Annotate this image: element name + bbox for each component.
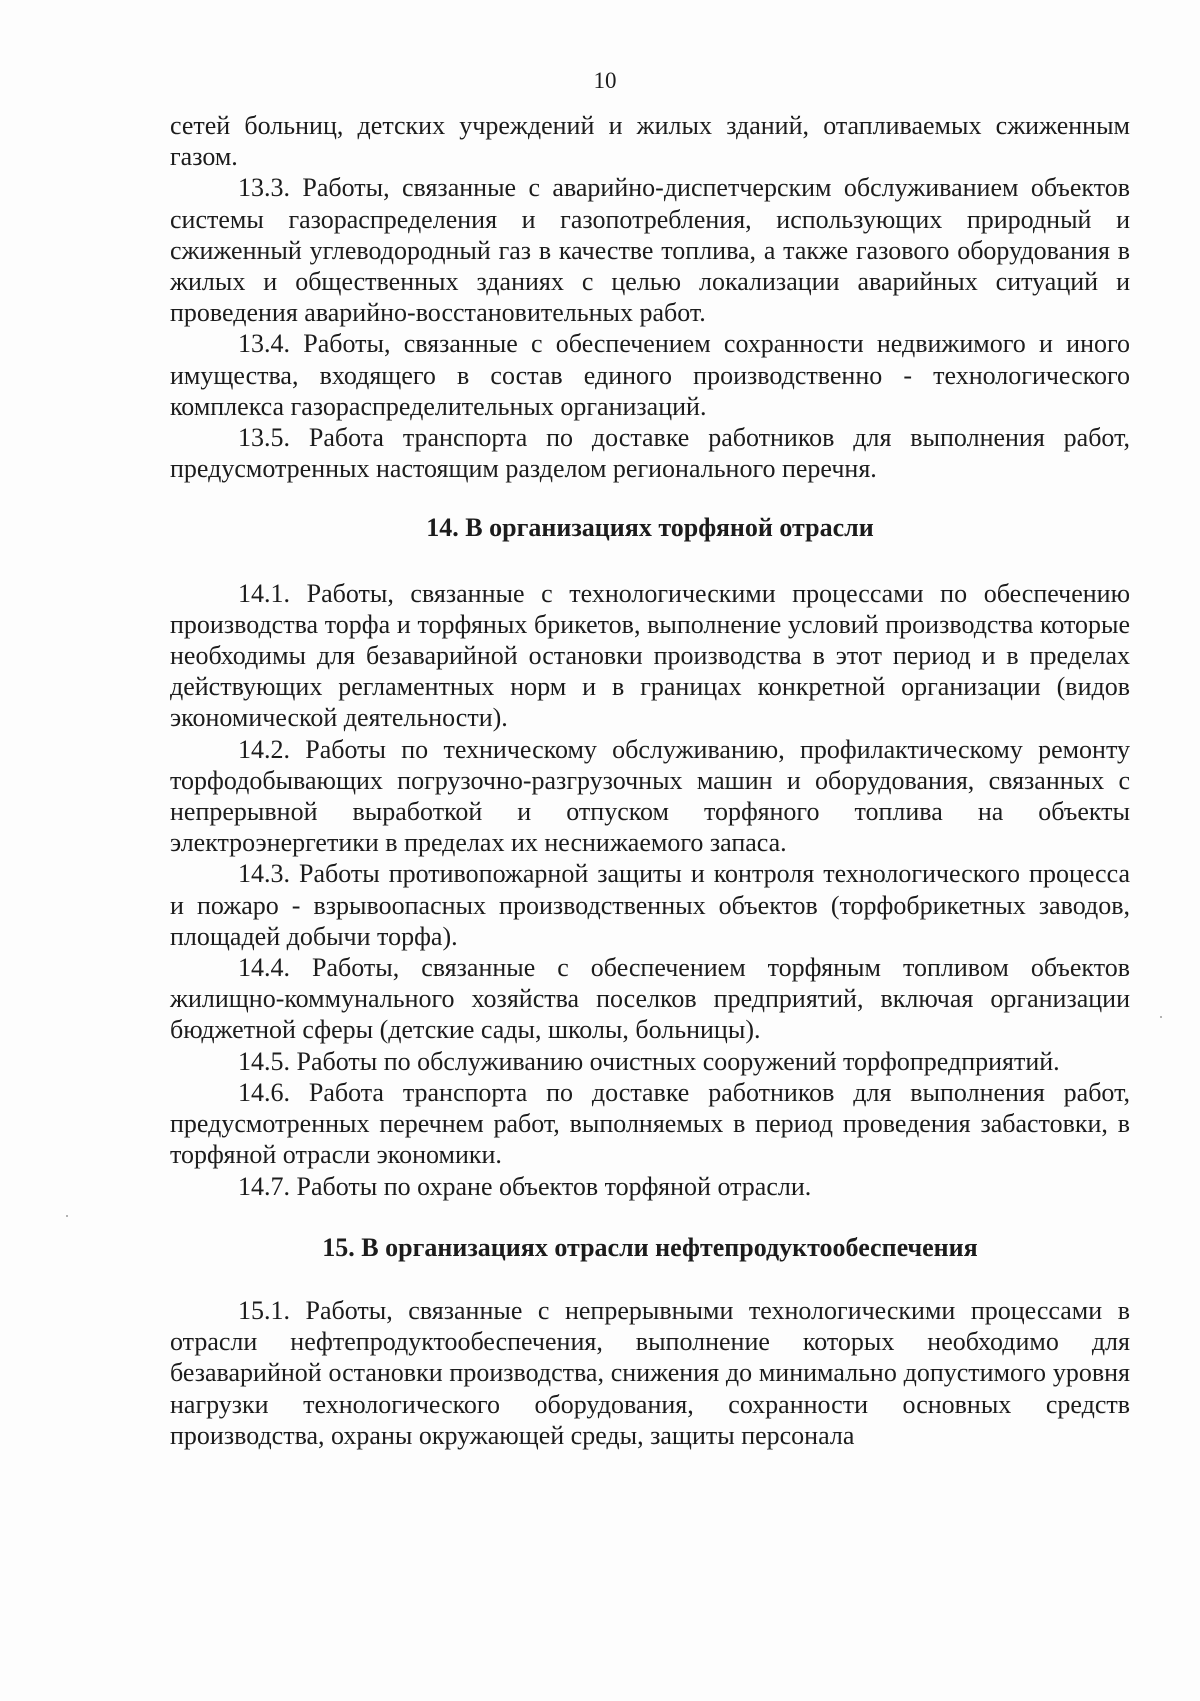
section-15-heading: 15. В организациях отрасли нефтепродуктообеспечения — [322, 1232, 978, 1262]
paragraph-13-3: 13.3. Работы, связанные с аварийно-диспетчерским обслуживанием объектов системы газораспределения и газопотребления, использующих природный и сжиженный углеводородный газ в качестве топлива, а также газового оборудования в жилых и общественных зданиях с целью локализации аварийных ситуаций и проведения аварийно-восстановительных работ. — [170, 173, 1130, 328]
scan-speck — [1160, 1016, 1162, 1018]
paragraph-13-4: 13.4. Работы, связанные с обеспечением сохранности недвижимого и иного имущества, входящего в состав единого производственно - технологического комплекса газораспределительных организаций. — [170, 329, 1130, 421]
paragraph-14-3: 14.3. Работы противопожарной защиты и контроля технологического процесса и пожаро - взрывоопасных производственных объектов (торфобрикетных заводов, площадей добычи торфа). — [170, 859, 1130, 951]
paragraph-14-5: 14.5. Работы по обслуживанию очистных сооружений торфопредприятий. — [238, 1046, 1060, 1076]
paragraph-13-5: 13.5. Работа транспорта по доставке работников для выполнения работ, предусмотренных настоящим разделом регионального перечня. — [170, 423, 1130, 484]
page-number: 10 — [593, 68, 617, 93]
scan-speck — [66, 1215, 68, 1217]
paragraph-continuation: сетей больниц, детских учреждений и жилых зданий, отапливаемых сжиженным газом. — [170, 111, 1130, 172]
paragraph-14-1: 14.1. Работы, связанные с технологическими процессами по обеспечению производства торфа и торфяных брикетов, выполнение условий производства которые необходимы для безаварийной остановки производства в этот период и в пределах действующих регламентных норм и в границах конкретной организации (видов экономической деятельности). — [170, 578, 1130, 733]
paragraph-14-7: 14.7. Работы по охране объектов торфяной отрасли. — [238, 1171, 812, 1201]
paragraph-14-4: 14.4. Работы, связанные с обеспечением торфяным топливом объектов жилищно-коммунального хозяйства поселков предприятий, включая организации бюджетной сферы (детские сады, школы, больницы). — [170, 953, 1130, 1045]
document-body — [170, 110, 1130, 1451]
paragraph-14-2: 14.2. Работы по техническому обслуживанию, профилактическому ремонту торфодобывающих погрузочно-разгрузочных машин и оборудования, связанных с непрерывной выработкой и отпуском торфяного топлива на объекты электроэнергетики в пределах их неснижаемого запаса. — [170, 734, 1130, 858]
paragraph-14-6: 14.6. Работа транспорта по доставке работников для выполнения работ, предусмотренных перечнем работ, выполняемых в период проведения забастовки, в торфяной отрасли экономики. — [170, 1077, 1130, 1170]
section-14-heading: 14. В организациях торфяной отрасли — [426, 513, 874, 543]
paragraph-15-1: 15.1. Работы, связанные с непрерывными технологическими процессами в отрасли нефтепродуктообеспечения, выполнение которых необходимо для безаварийной остановки производства, снижения до минимально допустимого уровня нагрузки технологического оборудования, сохранности основных средств производства, охраны окружающей среды, защиты персонала — [170, 1295, 1130, 1450]
